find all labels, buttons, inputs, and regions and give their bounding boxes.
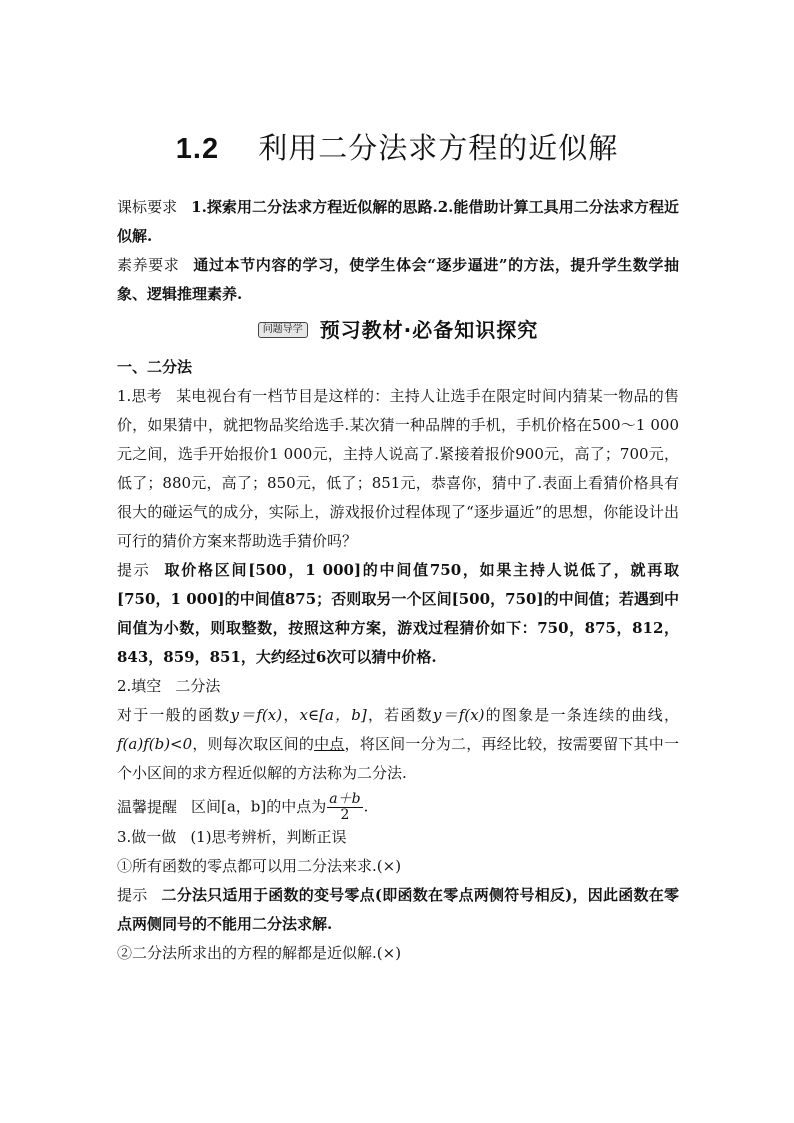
literacy-text: 通过本节内容的学习，使学生体会“逐步逼进”的方法，提升学生数学抽象、逻辑推理素养. bbox=[117, 256, 679, 303]
underlined-term: 中点 bbox=[314, 735, 345, 753]
section-title-text: 利用二分法求方程的近似解 bbox=[258, 131, 619, 165]
hint-label: 提示 bbox=[117, 561, 151, 579]
fill-paragraph bbox=[117, 672, 679, 701]
requirements-label: 课标要求 bbox=[117, 198, 178, 216]
banner-title: 预习教材·必备知识探究 bbox=[319, 317, 539, 342]
practice-label: 3.做一做 bbox=[117, 828, 177, 846]
reminder-end: . bbox=[363, 797, 369, 816]
fraction-denominator: 2 bbox=[340, 807, 350, 823]
requirements-paragraph bbox=[117, 193, 679, 251]
fill-label: 2.填空 bbox=[117, 677, 162, 695]
section-heading: 一、二分法 bbox=[117, 358, 193, 376]
requirements-text: 1.探索用二分法求方程近似解的思路.2.能借助计算工具用二分法求方程近似解. bbox=[117, 198, 679, 245]
question-1: ①所有函数的零点都可以用二分法来求.(×) bbox=[117, 857, 402, 875]
hint-paragraph bbox=[117, 556, 679, 672]
definition-text: ，若函数 bbox=[366, 706, 433, 724]
definition-text: 的图象是一条连续的曲线， bbox=[484, 706, 679, 724]
banner-tag: 问题导学 bbox=[258, 322, 308, 338]
formula: f(a)f(b)<0 bbox=[117, 735, 193, 753]
midpoint-fraction bbox=[327, 792, 362, 823]
think-text: 某电视台有一档节目是这样的：主持人让选手在限定时间内猜某一物品的售价，如果猜中，就把物品奖给选手.某次猜一种品牌的手机，手机价格在500～1 000元之间，选手开始报价1 000元，主持人说高了.紧接着报价900元，高了；700元，低了；880元，高了；850元，低了；851元，恭喜你，猜中了.表面上看猜价格具有很大的碰运气的成分，实际上，游戏报价过程体现了“逐步逼近”的思想，你能设计出可行的猜价方案来帮助选手猜价吗？ bbox=[117, 387, 679, 550]
section-banner bbox=[117, 313, 679, 347]
definition-text: ，则每次取区间的 bbox=[192, 735, 315, 753]
practice-text: (1)思考辨析，判断正误 bbox=[190, 828, 347, 846]
think-paragraph bbox=[117, 382, 679, 556]
reminder-label: 温馨提醒 bbox=[117, 797, 178, 816]
formula: y＝f(x) bbox=[432, 706, 485, 724]
reminder-text: 区间[a，b]的中点为 bbox=[191, 797, 327, 816]
think-label: 1.思考 bbox=[117, 387, 163, 405]
hint-2-paragraph bbox=[117, 881, 679, 939]
document-body bbox=[117, 193, 679, 968]
hint-2-text: 二分法只适用于函数的变号零点(即函数在零点两侧符号相反)，因此函数在零点两侧同号的不能用二分法求解. bbox=[117, 886, 679, 933]
fill-topic: 二分法 bbox=[175, 677, 221, 695]
definition-text: ，将区间一分为二，再经比较，按需要留下其中一个小区间的求方程近似解的方法称为二分法. bbox=[117, 735, 679, 782]
definition-paragraph bbox=[117, 701, 679, 788]
question-2: ②二分法所求出的方程的解都是近似解.(×) bbox=[117, 944, 402, 962]
page-title bbox=[0, 126, 794, 167]
hint-2-label: 提示 bbox=[117, 886, 148, 904]
reminder-paragraph bbox=[117, 792, 679, 823]
section-number: 1.2 bbox=[175, 133, 220, 165]
formula: x∈[a，b] bbox=[299, 706, 367, 724]
hint-text: 取价格区间[500，1 000]的中间值750，如果主持人说低了，就再取[750，1 000]的中间值875；否则取另一个区间[500，750]的中间值；若遇到中间值为小数，则取整数，按照这种方案，游戏过程猜价如下：750，875，812，843，859，851，大约经过6次可以猜中价格. bbox=[117, 561, 679, 666]
definition-text: ， bbox=[282, 706, 300, 724]
formula: y＝f(x) bbox=[230, 706, 283, 724]
literacy-label: 素养要求 bbox=[117, 256, 180, 274]
definition-text: 对于一般的函数 bbox=[117, 706, 231, 724]
practice-paragraph bbox=[117, 823, 679, 852]
fraction-numerator: a＋b bbox=[329, 791, 361, 807]
literacy-paragraph bbox=[117, 251, 679, 309]
